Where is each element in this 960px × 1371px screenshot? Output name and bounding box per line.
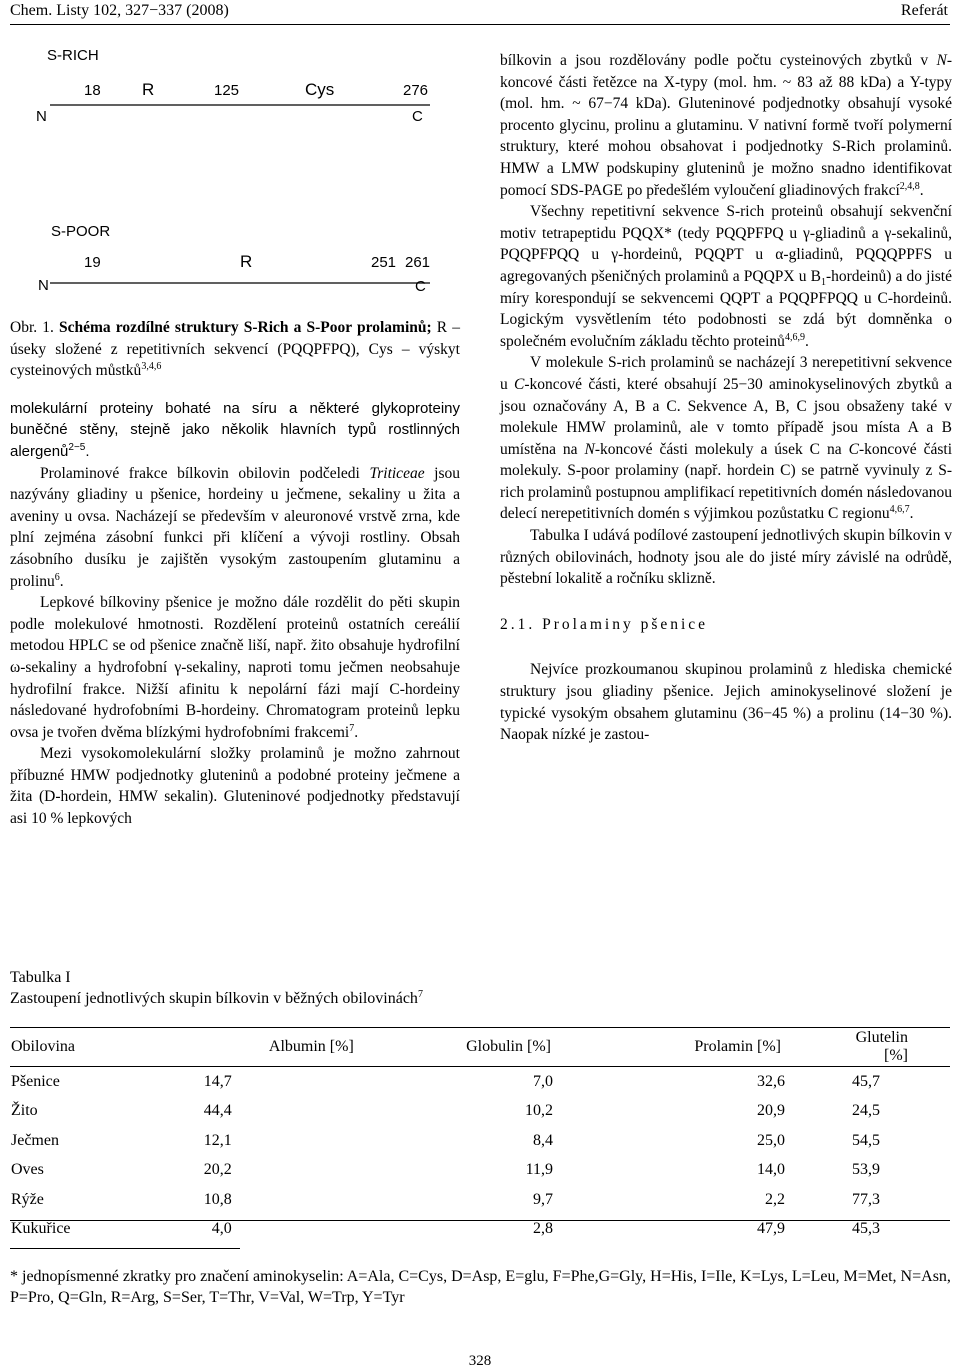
paragraph: Lepkové bílkoviny pšenice je možno dále rozdělit do pěti skupin podle molekulové hmotnosti. Rozdělení proteinů ostatních cereálií metodou HPLC se od pšenice značně liší, např. žito obsahuje hydrofilní ω-sekaliny a hydrofobní γ-sekaliny, naproti tomu ječmen neobsahuje hydrofilní frakce. Nižší afinitu k nepolární fázi mají C-hordeiny následované hydrofobními B-hordeiny. Chromatogram proteinů lepku ovsa je tvořen dvěma blízkými hydrofobními frakcemi$^7$.	[10, 594, 460, 741]
paragraph-text: jsou nazývány gliadiny u pšenice, hordeiny u ječmene, sekaliny u žita a aveniny u ovsa. Nacházejí se především v aleuronové vrstvě zrna, kde plní zejména zásobní funkci při klíčení a vývoji rostliny. Obsah zásobního dusíku je zajištěn vysokým zastoupením glutaminu a prolinu	[10, 464, 461, 590]
paragraph-text: -koncové části, které obsahují 25−30 aminokyselinových zbytků a jsou označovány A, B a C. Sekvence A, B, C jsou obsaženy také v molekule HMW prolaminů, ale v tomto případě jsou místa A a B umístěna na	[500, 375, 952, 458]
paragraph: Všechny repetitivní sekvence S-rich proteinů obsahují sekvenční motiv tetrapeptidu PQQX* (tedy PQQPFPQ u γ-gliadinů a γ-sekalinů, PQQPFPQQ u γ-hordeinů, PQQPT u α-gliadinů, PQQQPPFS u agregovaných pšeničných prolaminů a PQQPX u $B_1-hordeinů$) a do jisté míry korespondují se sekvencemi QQPT a PQQPFPQQ u C-hordeinů. Logickým vysvětlením této podobnosti se zdá být domněnka o společném evolučním základu těchto proteinů$^{4,6,9}$.	[500, 203, 952, 350]
paragraph-text: -koncové části molekuly. S-poor prolaminy (např. hordein C) se patrně vyvinuly z S-rich prolaminů postupnou amplifikací repetitivních domén následovanou delecí nerepetitivních domén s výjimkou pozůstatku C regionu	[500, 440, 953, 523]
table-row	[10, 1067, 950, 1097]
table-cell: 7,0	[532, 1072, 553, 1090]
paragraph-text: -hordeinů) a do jisté míry korespondují se sekvencemi QQPT a PQQPFPQQ u C-hordeinů. Logickým vysvětlením této podobnosti se zdá být domněnka o společném evolučním základu těchto proteinů	[500, 267, 952, 350]
column-header: Obilovina	[10, 1028, 172, 1067]
citation: 2,4,8	[899, 180, 920, 192]
journal-citation: Chem. Listy 102, 327−337 (2008)	[10, 2, 229, 19]
spoor-c-terminus: C	[415, 278, 426, 295]
paragraph: bílkovin a jsou rozdělovány podle počtu cysteinových zbytků v N-koncové části řetězce na X-typy (mol. hm. ~ 83 až 88 kDa) a Y-typy (mol. hm. ~ 67−74 kDa). Gluteninové podjednotky obsahují vysoké procento glycinu, prolinu a glutaminu. V nativní formě tvoří polymerní struktury, které mohou obsahovat i podjednotky S-Rich prolaminů. HMW a LMW podskupiny gluteninů je možno snadno identifikovat pomocí SDS-PAGE po předešlém vyloučení gliadinových frakcí$^{2,4,8}$.	[500, 52, 952, 199]
srich-pos-125: 125	[214, 82, 240, 99]
paragraph-text: -koncové části molekuly a úsek C na	[594, 440, 849, 458]
table-bottom-rule	[10, 1220, 950, 1221]
table-cell: Oves	[11, 1161, 44, 1179]
page-number: 328	[468, 1353, 492, 1369]
table-cell: 32,6	[757, 1072, 785, 1090]
footnote-rule	[10, 1248, 240, 1249]
terminus-italic: N	[936, 52, 947, 69]
column-header: Glutelin [%]	[851, 1028, 950, 1067]
table-cell: 11,9	[525, 1161, 553, 1179]
taxon-name: Triticeae	[369, 464, 425, 482]
table-cell: 12,1	[203, 1131, 232, 1149]
spoor-pos-251: 251	[371, 254, 397, 271]
table-cell: 25,0	[757, 1131, 785, 1149]
table-cell: 45,3	[852, 1220, 880, 1238]
srich-label: S-RICH	[47, 47, 99, 64]
table-header-row	[10, 1028, 950, 1067]
table-cell: Rýže	[11, 1190, 44, 1208]
table-cell: 20,2	[203, 1161, 232, 1179]
table-title: Tabulka I	[10, 969, 71, 986]
table-cell: 14,7	[203, 1072, 232, 1090]
table-cell: 53,9	[852, 1161, 880, 1179]
table-row	[10, 1126, 950, 1156]
footnote: * jednopísmenné zkratky pro značení aminokyselin: A=Ala, C=Cys, D=Asp, E=glu, F=Phe,G=Gly, H=His, I=Ile, K=Lys, L=Leu, M=Met, N=Asn, P=Pro, Q=Gln, R=Arg, S=Ser, T=Thr, V=Val, W=Trp, Y=Tyr	[10, 1268, 951, 1306]
column-header: Albumin [%]	[172, 1028, 384, 1067]
caption-rest: R – úseky složené z repetitivních sekvencí (PQQPFPQ), Cys – výskyt cysteinových můstků	[10, 319, 460, 380]
paragraph-text: molekulární proteiny bohaté na síru a některé glykoproteiny buněčné stěny, stejně jako několik hlavních typů rostlinných alergenů	[10, 399, 460, 460]
srich-n-terminus: N	[36, 108, 47, 125]
table-cell: 9,7	[532, 1190, 553, 1208]
terminus-italic: C	[514, 375, 525, 393]
caption-refs: 3,4,6	[141, 361, 162, 373]
terminus-italic: C	[848, 440, 859, 458]
citation: 7	[349, 722, 355, 734]
srich-pos-276: 276	[403, 82, 429, 99]
paragraph	[500, 659, 952, 745]
column-header: Prolamin [%]	[621, 1028, 851, 1067]
table-cell: 47,9	[757, 1220, 785, 1238]
column-header: Globulin [%]	[384, 1028, 621, 1067]
table-cell: Pšenice	[11, 1072, 60, 1090]
table-cell: 10,8	[203, 1190, 232, 1208]
table-cell: 10,2	[524, 1102, 553, 1120]
right-column	[500, 50, 952, 746]
paragraph	[10, 743, 460, 829]
paragraph-text: Lepkové bílkoviny pšenice je možno dále rozdělit do pěti skupin podle molekulové hmotnosti. Rozdělení proteinů ostatních cereálií metodou HPLC se od pšenice značně liší, např. žito obsahuje hydrofilní ω-sekaliny a hydrofobní γ-sekaliny, naproti tomu ječmen neobsahuje hydrofilní frakce. Nižší afinitu k nepolární fázi mají C-hordeiny následované hydrofobními B-hordeiny. Chromatogram proteinů lepku ovsa je tvořen dvěma blízkými hydrofobními frakcemi	[10, 594, 460, 741]
srich-repeat-label: R	[142, 80, 155, 99]
paragraph-text: Prolaminové frakce bílkovin obilovin podčeledi	[40, 464, 370, 482]
article-type: Referát	[900, 2, 948, 19]
paragraph-text: Nejvíce prozkoumanou skupinou prolaminů z hlediska chemické struktury jsou gliadiny pšenice. Jejich aminokyselinové složení je typické vysokým obsahem glutaminu (36−45 %) a prolinu (14−30 %). Naopak nízké je zastou-	[500, 661, 952, 744]
caption-bold: Schéma rozdílné struktury S-Rich a S-Poor prolaminů;	[59, 319, 432, 336]
paragraph	[500, 525, 952, 590]
paragraph: V molekule S-rich prolaminů se nacházejí 3 nerepetitivní sekvence u C-koncové části, které obsahují 25−30 aminokyselinových zbytků a jsou označovány A, B a C. Sekvence A, B, C jsou obsaženy také v molekule HMW prolaminů, ale v tomto případě jsou místa A a B umístěna na N-koncové části molekuly a úsek C na C-koncové části molekuly. S-poor prolaminy (např. hordein C) se patrně vyvinuly z S-rich prolaminů postupnou amplifikací repetitivních domén následovanou delecí nerepetitivních domén s výjimkou pozůstatku C regionu$^{4,6,7}$.	[500, 354, 953, 523]
table-cell: 2,2	[765, 1190, 785, 1208]
table-cell: 45,7	[852, 1072, 880, 1090]
spoor-pos-19: 19	[84, 254, 101, 271]
table-caption	[10, 967, 423, 1009]
paragraph-text: V molekule S-rich prolaminů se nacházejí 3 nerepetitivní sekvence u	[500, 354, 952, 393]
table-cell: 8,4	[532, 1131, 553, 1149]
protein-schema	[0, 30, 470, 340]
paragraph-text: -koncové části řetězce na X-typy (mol. hm. ~ 83 až 88 kDa) a Y-typy (mol. hm. ~ 67−74 kDa). Gluteninové podjednotky obsahují vysoké procento glycinu, prolinu a glutaminu. V nativní formě tvoří polymerní struktury, které mohou obsahovat i podjednotky S-Rich prolaminů. HMW a LMW podskupiny gluteninů je možno snadno identifikovat pomocí SDS-PAGE po předešlém vyloučení gliadinových frakcí	[500, 52, 952, 199]
table-caption-text: Zastoupení jednotlivých skupin bílkovin v běžných obilovinách	[10, 990, 418, 1007]
table-cell: Kukuřice	[11, 1220, 71, 1238]
citation: 7	[417, 989, 423, 1000]
spoor-pos-261: 261	[405, 254, 431, 271]
subscript: 1	[820, 277, 826, 289]
table-cell: 24,5	[852, 1102, 880, 1120]
table-cell: 77,3	[852, 1190, 880, 1208]
paragraph-text: Všechny repetitivní sekvence S-rich proteinů obsahují sekvenční motiv tetrapeptidu PQQX* (tedy PQQPFPQ u γ-gliadinů a γ-sekalinů, PQQPFPQQ u γ-hordeinů, PQQPT u α-gliadinů, PQQQPPFS u agregovaných pšeničných prolaminů a PQQPX u B	[500, 203, 952, 285]
table-cell: 54,5	[852, 1131, 880, 1149]
paragraph-text: Mezi vysokomolekulární složky prolaminů je možno zahrnout příbuzné HMW podjednotky gluteninů a podobné proteiny ječmene a žita (D-hordein, HMW sekalin). Gluteninové podjednotky představují asi 10 % lepkových	[10, 745, 460, 828]
header-rule	[10, 24, 950, 25]
table-row	[10, 1215, 950, 1245]
srich-c-terminus: C	[412, 108, 423, 125]
table-cell: 44,4	[203, 1102, 232, 1120]
table-cell: 14,0	[757, 1161, 785, 1179]
paragraph: molekulární proteiny bohaté na síru a některé glykoproteiny buněčné stěny, stejně jako několik hlavních typů rostlinných alergenů$^{2-5}$.	[10, 399, 460, 460]
table-cell: 2,8	[532, 1220, 553, 1238]
table-row	[10, 1097, 950, 1127]
table-cell: Žito	[11, 1102, 38, 1120]
citation: 2−5	[68, 441, 86, 453]
paragraph: Prolaminové frakce bílkovin obilovin podčeledi Triticeae jsou nazývány gliadiny u pšenice, hordeiny u ječmene, sekaliny u žita a aveniny u ovsa. Nacházejí se především v aleuronové vrstvě zrna, kde plní zejména zásobní funkci při klíčení a vývoji rostliny. Obsah zásobního dusíku je zajištěn vysokým zastoupením glutaminu a prolinu$^6$.	[10, 464, 461, 590]
left-column	[10, 317, 460, 830]
paragraph-text: bílkovin a jsou rozdělovány podle počtu cysteinových zbytků v	[500, 52, 937, 69]
spoor-repeat-label: R	[240, 252, 253, 271]
table-row	[10, 1156, 950, 1186]
spoor-n-terminus: N	[38, 277, 49, 294]
table-cell: Ječmen	[11, 1131, 59, 1149]
terminus-italic: N	[584, 440, 595, 458]
spoor-label: S-POOR	[51, 223, 111, 240]
citation: 4,6,7	[889, 504, 910, 516]
table-cell: 20,9	[757, 1102, 785, 1120]
srich-cys-label: Cys	[305, 80, 335, 99]
citation: 4,6,9	[784, 331, 805, 343]
table-row	[10, 1185, 950, 1215]
caption-lead: Obr. 1.	[10, 319, 60, 336]
figure-caption	[10, 317, 460, 382]
section-heading: 2.1. Prolaminy pšenice	[500, 615, 709, 633]
paragraph-text: Tabulka I udává podílové zastoupení jednotlivých skupin bílkovin v různých obilovinách, hodnoty jsou ale do jisté míry závislé na odrůdě, pěstební lokalitě a ročníku sklizně.	[500, 527, 952, 588]
protein-table	[10, 1027, 950, 1244]
srich-pos-18: 18	[84, 82, 101, 99]
citation: 6	[54, 571, 60, 583]
table-cell: 4,0	[211, 1220, 232, 1238]
